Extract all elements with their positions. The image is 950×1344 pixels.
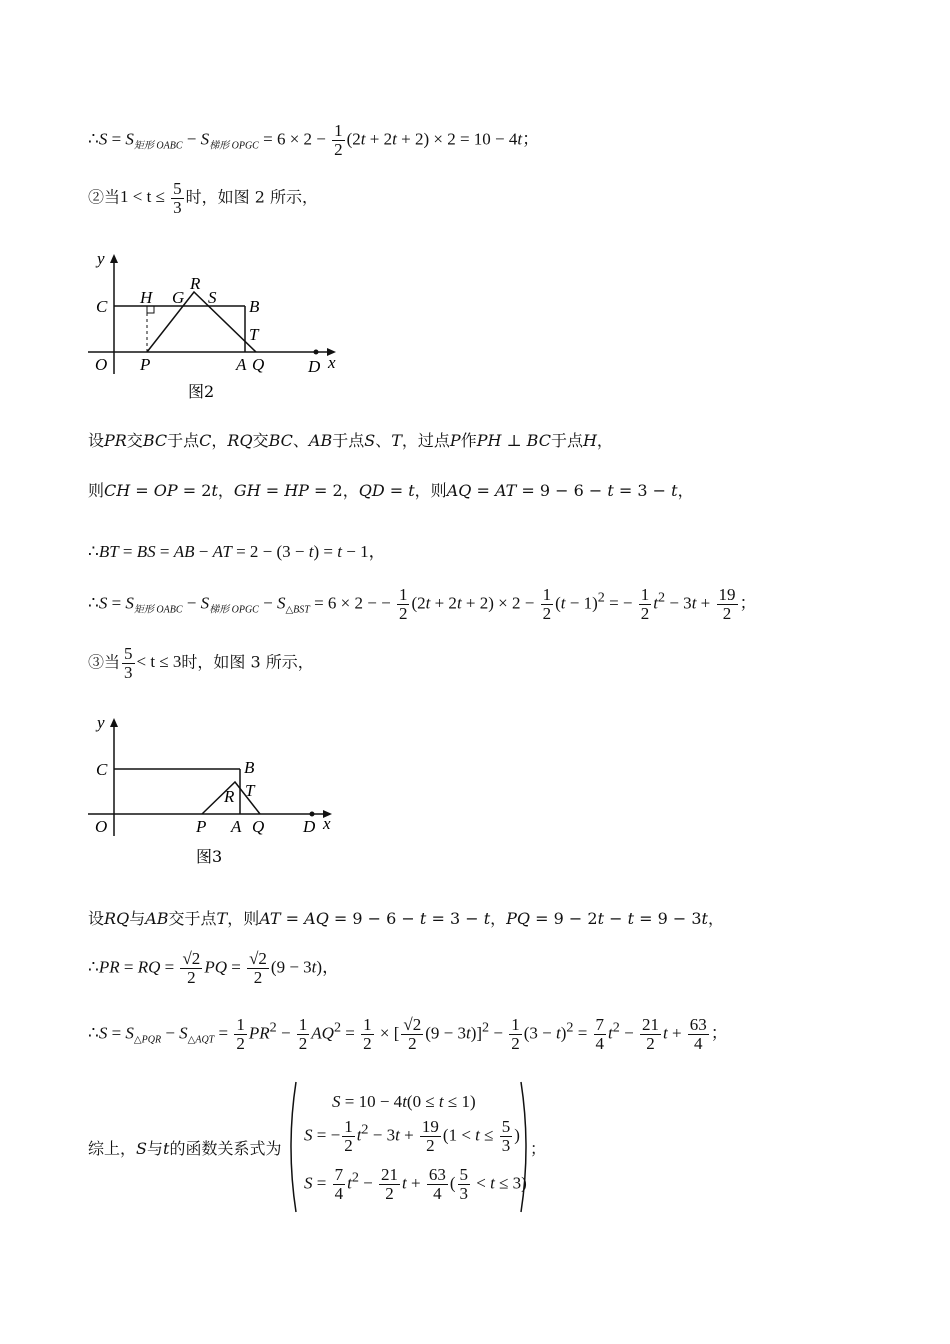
fig3-label-Q: Q <box>252 817 265 836</box>
fig3-label-D: D <box>303 817 316 836</box>
fig3-caption: 图3 <box>196 847 223 866</box>
fig2-label-S: S <box>208 288 217 307</box>
fig2-label-O: O <box>95 355 108 374</box>
fig3-label-B: B <box>244 758 255 777</box>
formula-s-case3: ∴S = $S_{\triangle PQR} - S_{\triangle AQT}$ = $\frac{1}{2}$ $PR^2$ − $\frac{1}{2}$ $AQ^2$ = $\frac{1}{2}$ × [ $\frac{√2}{2}$ (9 − 3t)]$^2$ − $\frac{1}{2}$ $(3 - t)^2$ = $\frac{7}{4}$ $t^2$ − $\frac{21}{2}$ t + $\frac{63}{4}$ ； <box>88 1015 728 1053</box>
fig2-label-x: x <box>328 353 336 372</box>
figure-2 <box>84 246 354 406</box>
case2-condition: ②当1 < t ≤ $\frac{5}{3}$ 时，如图 2 所示， <box>88 179 319 217</box>
fig2-label-T: T <box>249 325 259 344</box>
fig3-label-A: A <box>231 817 242 836</box>
fig2-label-y: y <box>97 249 105 268</box>
fig2-label-H: H <box>140 288 153 307</box>
piecewise-cases <box>292 1080 527 1210</box>
fig3-label-O: O <box>95 817 108 836</box>
fig3-label-P: P <box>196 817 207 836</box>
fig3-label-R: R <box>224 787 235 806</box>
text-setup-fig2: 设PR交BC于点C，RQ交BC、AB于点S、T，过点P作PH ⊥ BC于点H， <box>88 431 613 450</box>
case3-condition: ③当 $\frac{5}{3}$ < t ≤ 3时，如图 3 所示， <box>88 644 314 682</box>
formula-bt: ∴BT = BS = AB − AT = 2 − (3 − t) = t − 1， <box>88 542 386 561</box>
fig2-label-P: P <box>140 355 151 374</box>
fig2-label-R: R <box>190 274 201 293</box>
case-3: S = $\frac{7}{4}$ $t^2$ − $\frac{21}{2}$ t + $\frac{63}{4}$ ( $\frac{5}{3}$ < t ≤ 3) <box>304 1165 527 1203</box>
fig2-label-C: C <box>96 297 108 316</box>
fig2-label-D: D <box>308 357 321 376</box>
fig2-label-Q: Q <box>252 355 265 374</box>
formula-pr: ∴PR = RQ = $\frac{√2}{2}$ PQ = $\frac{√2}{2}$ (9 − 3t)， <box>88 949 340 987</box>
text-lengths-fig2: 则CH = OP = 2t，GH = HP = 2，QD = t，则AQ = AT = 9 − 6 − t = 3 − t， <box>88 481 694 500</box>
summary-label: 综上，S与t的函数关系式为 <box>88 1139 282 1158</box>
formula-s-case1: ∴S = $S_{矩形 OABC} - S_{梯形 OPGC} = 6 \times 2$ − $\frac{1}{2}$ (2t + 2t + 2) × 2 = 10 − 4t； <box>88 121 540 159</box>
fig2-label-A: A <box>236 355 247 374</box>
fig3-label-x: x <box>323 814 331 833</box>
fig3-label-T: T <box>245 781 255 800</box>
fig3-label-y: y <box>97 713 105 732</box>
figure-3 <box>84 710 354 870</box>
text-setup-fig3: 设RQ与AB交于点T，则AT = AQ = 9 − 6 − t = 3 − t，PQ = 9 − 2t − t = 9 − 3t， <box>88 909 724 928</box>
summary-end-mark: ； <box>530 1139 547 1158</box>
case-2: S = − $\frac{1}{2}$ $t^2 - 3t$ + $\frac{19}{2}$ (1 < t ≤ $\frac{5}{3}$ ) <box>304 1117 520 1155</box>
fig2-label-G: G <box>172 288 185 307</box>
fig2-caption: 图2 <box>188 382 215 401</box>
formula-s-case2: ∴S = $S_{矩形 OABC} - S_{梯形 OPGC} - S_{\triangle BST} = 6 \times 2$ − − $\frac{1}{2}$ (2t + 2t + 2) × 2 − $\frac{1}{2}$ $(t - 1)^2$ = − $\frac{1}{2}$ $t^2 - 3t$ + $\frac{19}{2}$ ； <box>88 585 757 623</box>
fig2-label-B: B <box>249 297 260 316</box>
fig3-label-C: C <box>96 760 108 779</box>
case-1: S = 10 − 4t(0 ≤ t ≤ 1) <box>332 1092 476 1111</box>
